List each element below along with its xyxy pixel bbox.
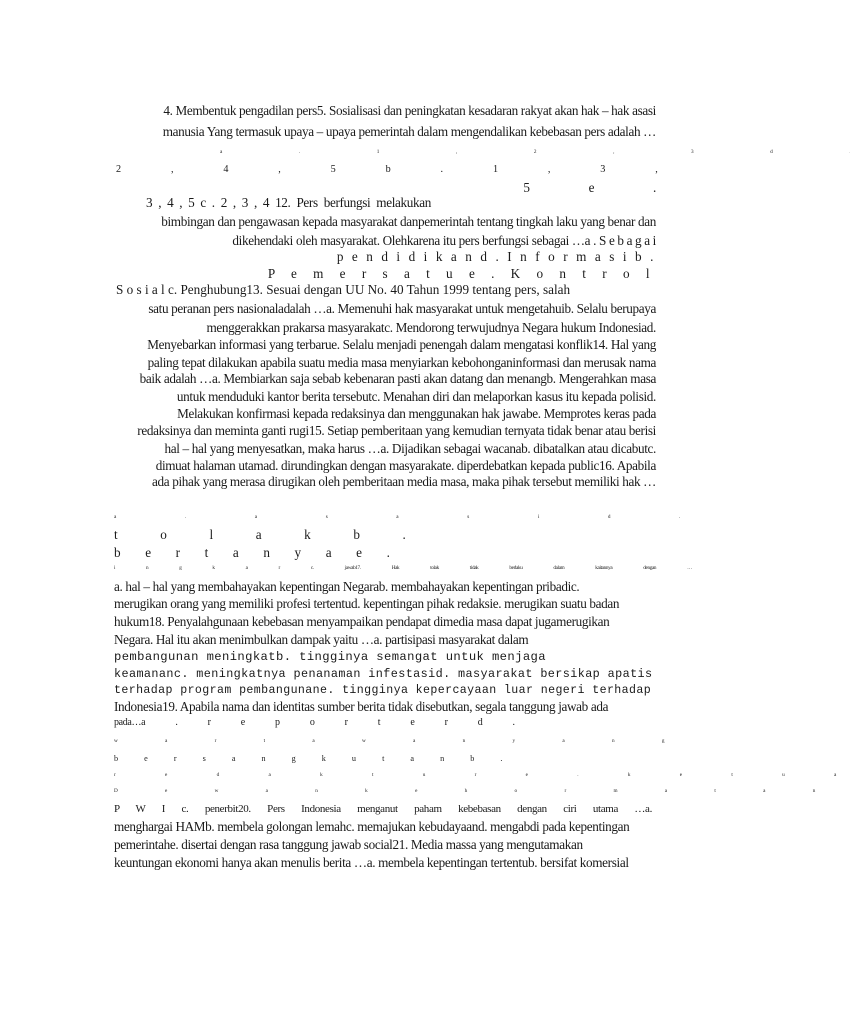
text-line: S o s i a l c. Penghubung13. Sesuai dengan UU No. 40 Tahun 1999 tentang pers, salah	[116, 282, 571, 297]
text-line: Indonesia19. Apabila nama dan identitas sumber berita tidak disebutkan, segala tanggung jawab ada	[114, 699, 609, 714]
text-line: paling tepat dilakukan apabila suatu media masa menyiarkan kebohonganinformasi dan merusak nama	[147, 355, 656, 370]
text-line: w a r t a w a n y a n g	[114, 738, 678, 744]
text-line: pemerintahe. disertai dengan rasa tanggung jawab social21. Media massa yang mengutamakan	[114, 837, 583, 852]
text-line: Negara. Hal itu akan menimbulkan dampak yaitu …a. partisipasi masyarakat dalam	[114, 632, 529, 647]
text-line: P e m e r s a t u e . K o n t r o l	[267, 266, 656, 281]
text-line: i n g k a r c. jawab17. Hak tolak tidak berlaku dalam kaitannya dengan …	[114, 565, 692, 571]
text-line: b e r t a n y a e .	[114, 545, 390, 560]
text-line: 4. Membentuk pengadilan pers5. Sosialisasi dan peningkatan kesadaran rakyat akan hak – hak asasi	[163, 103, 656, 118]
text-line: Melakukan konfirmasi kepada redaksinya dan menggunakan hak jawabe. Memprotes keras pada	[177, 406, 656, 421]
text-line: redaksinya dan meminta ganti rugi15. Setiap pemberitaan yang kemudian ternyata tidak benar atau berisi	[137, 423, 656, 438]
text-line: a . a s a s i d .	[114, 514, 680, 520]
text-line: manusia Yang termasuk upaya – upaya pemerintah dalam mengendalikan kebebasan pers adalah …	[162, 124, 656, 139]
text-line: hal – hal yang menyesatkan, maka harus …a. Dijadikan sebagai wacanab. dibatalkan atau dicabutc.	[164, 441, 656, 456]
text-line: baik adalah …a. Membiarkan saja sebab kebenaran pasti akan datang dan menangb. Mengerahkan masa	[139, 371, 656, 386]
text-line: D e w a n k e h o r m a t a n	[114, 788, 827, 794]
text-line: 3 , 4 , 5 c . 2 , 3 , 4 12. Pers berfungsi melakukan	[146, 195, 432, 210]
text-line: b e r s a n g k u t a n b .	[114, 754, 515, 763]
text-line: Menyebarkan informasi yang terbarue. Selalu menjadi penengah dalam mengatasi konflik14. Hal yang	[147, 337, 656, 352]
text-line: 5 e .	[523, 180, 656, 195]
text-line: t o l a k b .	[114, 527, 406, 542]
text-line: terhadap program pembangunane. tingginya kepercayaan luar negeri terhadap	[114, 684, 652, 697]
text-line: bimbingan dan pengawasan kepada masyarakat danpemerintah tentang tingkah laku yang benar dan	[161, 214, 656, 229]
text-line: menghargai HAMb. membela golongan lemahc. memajukan kebudayaand. mengabdi pada kepentingan	[114, 819, 630, 834]
text-line: ada pihak yang merasa dirugikan oleh pemberitaan media masa, maka pihak tersebut memiliki hak …	[152, 474, 656, 489]
text-line: keuntungan ekonomi hanya akan menulis berita …a. membela kepentingan tertentub. bersifat komersial	[114, 855, 629, 870]
text-line: keamananc. meningkatnya penanaman infestasid. masyarakat bersikap apatis	[114, 667, 653, 681]
text-line: hukum18. Penyalahgunaan kebebasan menyampaikan pendapat dimedia masa dapat jugamerugikan	[114, 614, 610, 629]
text-line: untuk menduduki kantor berita tersebutc. Menahan diri dan melaporkan kasus itu kepada polisid.	[176, 389, 656, 404]
text-line: menggerakkan prakarsa masyarakatc. Mendorong terwujudnya Negara hukum Indonesiad.	[206, 320, 656, 335]
text-line: 2 , 4 , 5 b . 1 , 3 ,	[116, 164, 658, 175]
text-line: a. hal – hal yang membahayakan kepentingan Negarab. membahayakan kepentingan pribadic.	[114, 579, 580, 594]
text-line: merugikan orang yang memiliki profesi tertentud. kepentingan pihak redaksie. merugikan suatu badan	[114, 596, 620, 611]
text-line: pada…a . r e p o r t e r d .	[114, 717, 515, 728]
text-line: P W I c. penerbit20. Pers Indonesia menganut paham kebebasan dengan ciri utama …a.	[114, 803, 652, 815]
text-line: p e n d i d i k a n d . I n f o r m a s i b .	[336, 249, 656, 264]
text-line: a . 1 , 2 , 3 d .	[220, 149, 850, 155]
text-line: r e d a k t u r e . k e t u a	[114, 772, 850, 778]
text-line: pembangunan meningkatb. tingginya semangat untuk menjaga	[114, 650, 546, 664]
text-line: dikehendaki oleh masyarakat. Olehkarena itu pers berfungsi sebagai …a . S e b a g a i	[232, 233, 656, 248]
text-line: dimuat halaman utamad. dirundingkan dengan masyarakate. diperdebatkan kepada public16. Apabila	[155, 458, 656, 473]
text-line: satu peranan pers nasionaladalah …a. Memenuhi hak masyarakat untuk mengetahuib. Selalu berupaya	[148, 301, 656, 316]
